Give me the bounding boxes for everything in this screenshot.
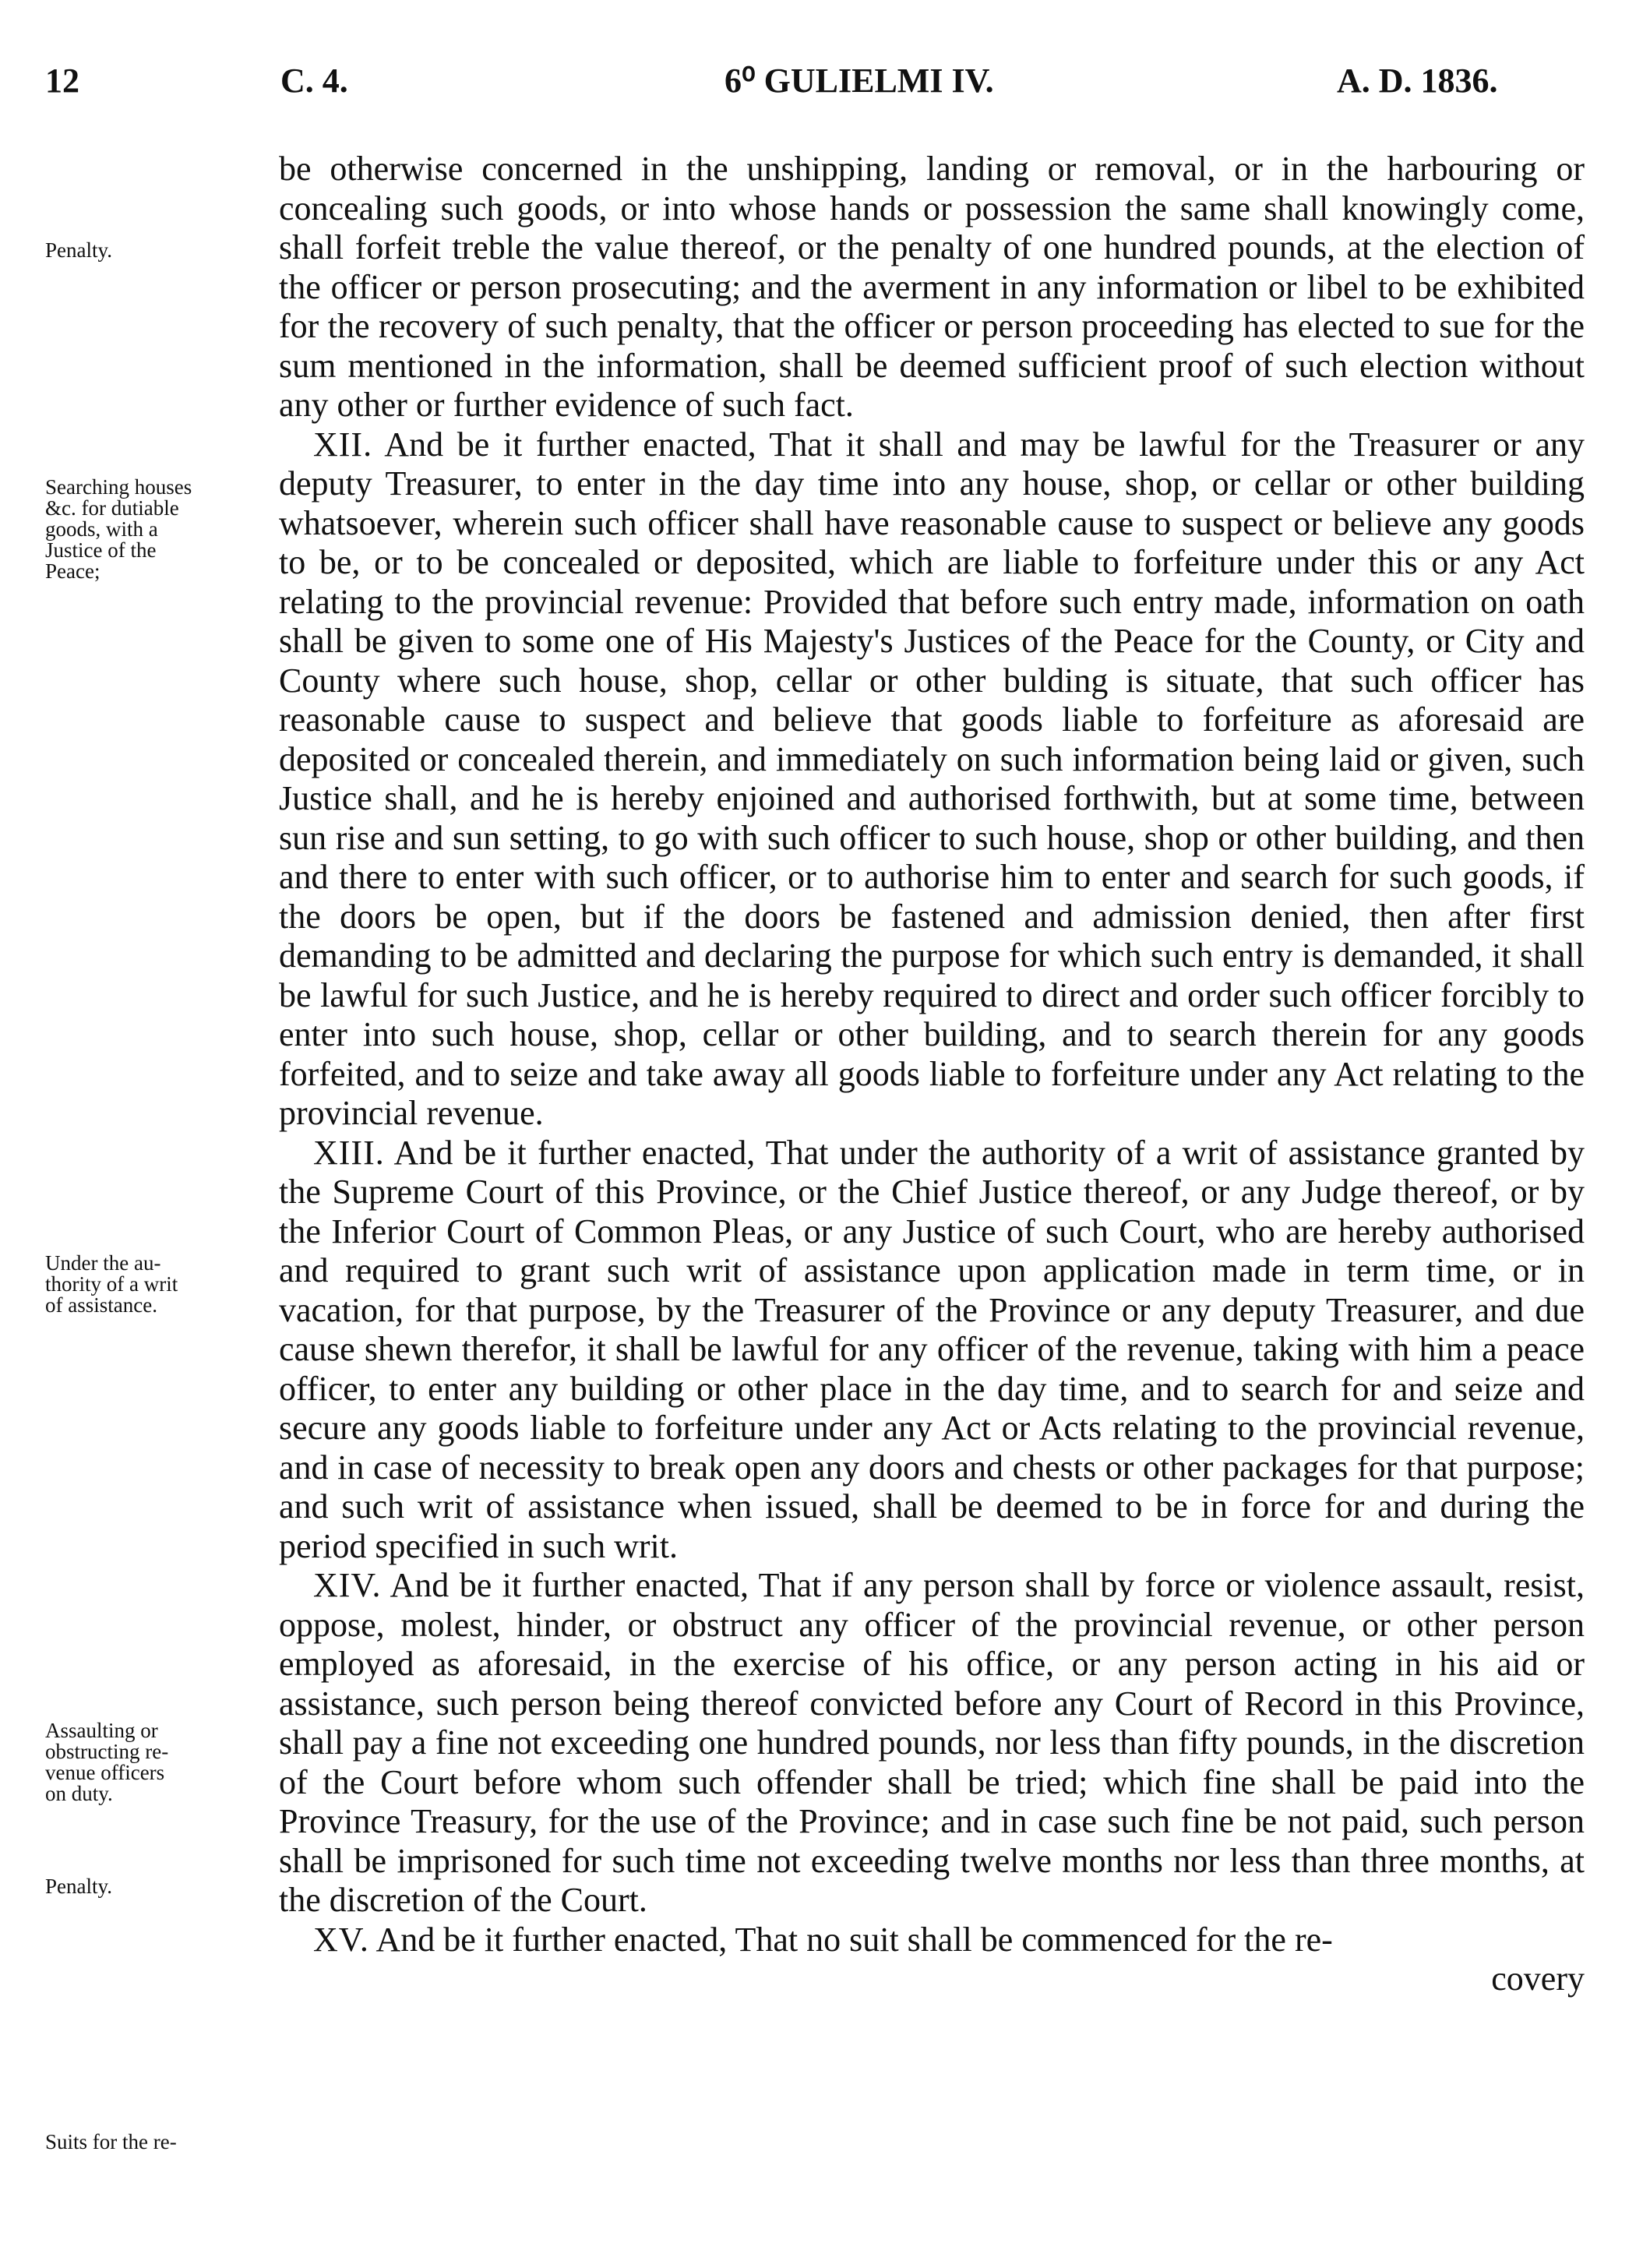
chapter-label: C. 4. bbox=[280, 62, 348, 100]
section-text: And be it further enacted, That under the authority of a writ of assistance granted by the Supreme Court of this Province, or the Chief Justice thereof, or any Judge thereof, or by the Inferior Court of Common Pleas, or any Justice of such Court, who are hereby authorised and required to grant such writ of assistance upon application made in term time, or in vacation, for that purpose, by the Treasurer of the Province or any deputy Treasurer, and due cause shewn therefor, it shall be lawful for any officer of the revenue, taking with him a peace officer, to enter any building or other place in the day time, and to search for and seize and secure any goods liable to forfeiture under any Act or Acts relating to the provincial revenue, and in case of necessity to break open any doors and chests or other packages for that purpose; and such writ of assistance when issued, shall be deemed to be in force for and during the period specified in such writ. bbox=[279, 1133, 1585, 1565]
section-text: And be it further enacted, That no suit shall be commenced for the re- bbox=[375, 1920, 1333, 1959]
margin-note-writ-of-assistance: Under the au- thority of a writ of assistance. bbox=[45, 1251, 178, 1317]
section-13 bbox=[279, 1134, 1585, 1567]
page-number: 12 bbox=[45, 62, 79, 100]
section-number: XII. bbox=[313, 425, 373, 464]
year-label: A. D. 1836. bbox=[1337, 62, 1498, 100]
catchword: covery bbox=[1491, 1959, 1585, 1998]
section-14 bbox=[279, 1566, 1585, 1921]
regnal-title: 6⁰ GULIELMI IV. bbox=[725, 62, 994, 100]
section-text: And be it further enacted, That it shall and may be lawful for the Treasurer or any deputy Treasurer, to enter in the day time into any house, shop, or cellar or other building whatsoever, wherein such officer shall have reasonable cause to suspect or believe any goods to be, or to be concealed or deposited, which are liable to forfeiture under this or any Act relating to the provincial revenue: Provided that before such entry made, information on oath shall be given to some one of His Majesty's Justices of the Peace for the County, or City and County where such house, shop, cellar or other bulding is situate, that such officer has reasonable cause to suspect and believe that goods liable to forfeiture as aforesaid are deposited or concealed therein, and immediately on such information being laid or given, such Justice shall, and he is hereby enjoined and authorised forthwith, but at some time, between sun rise and sun setting, to go with such officer to such house, shop or other building, and then and there to enter with such officer, or to authorise him to enter and search for such goods, if the doors be open, but if the doors be fastened and admission denied, then after first demanding to be admitted and declaring the purpose for which such entry is demanded, it shall be lawful for such Justice, and he is hereby required to direct and order such officer forcibly to enter into such house, shop, cellar or other building, and to search therein for any goods forfeited, and to seize and take away all goods liable to forfeiture under any Act relating to the provincial revenue. bbox=[279, 425, 1585, 1132]
section-15 bbox=[279, 1921, 1585, 1960]
paragraph-continuation: be otherwise concerned in the unshipping, landing or removal, or in the harbouring or concealing such goods, or into whose hands or possession the same shall knowingly come, shall forfeit treble the value thereof, or the penalty of one hundred pounds, at the election of the officer or person prosecuting; and the averment in any information or libel to be exhibited for the recovery of such penalty, that the officer or person proceeding has elected to sue for the sum mentioned in the information, shall be deemed sufficient proof of such election without any other or further evidence of such fact. bbox=[279, 150, 1585, 424]
section-number: XV. bbox=[313, 1920, 369, 1959]
section-number: XIII. bbox=[313, 1133, 385, 1172]
margin-note-searching-houses: Searching houses &c. for dutiable goods, with a Justice of the Peace; bbox=[45, 475, 192, 583]
section-number: XIV. bbox=[313, 1566, 382, 1604]
section-text: And be it further enacted, That if any person shall by force or violence assault, resist, oppose, molest, hinder, or obstruct any officer of the provincial revenue, or other person employed as aforesaid, in the exercise of his office, or any person acting in his aid or assistance, such person being thereof convicted before any Court of Record in this Province, shall pay a fine not exceeding one hundred pounds, nor less than fifty pounds, in the discretion of the Court before whom such offender shall be tried; which fine shall be paid into the Province Treasury, for the use of the Province; and in case such fine be not paid, such person shall be imprisoned for such time not exceeding twelve months nor less than three months, at the discretion of the Court. bbox=[279, 1566, 1585, 1919]
section-12 bbox=[279, 425, 1585, 1134]
margin-note-penalty-2: Penalty. bbox=[45, 1875, 112, 1898]
running-header bbox=[0, 61, 1650, 115]
margin-note-penalty: Penalty. bbox=[45, 238, 112, 262]
statute-body bbox=[279, 150, 1585, 1999]
margin-note-suits: Suits for the re- bbox=[45, 2130, 177, 2153]
margin-note-assaulting-officers: Assaulting or obstructing re- venue officers on duty. bbox=[45, 1719, 169, 1805]
